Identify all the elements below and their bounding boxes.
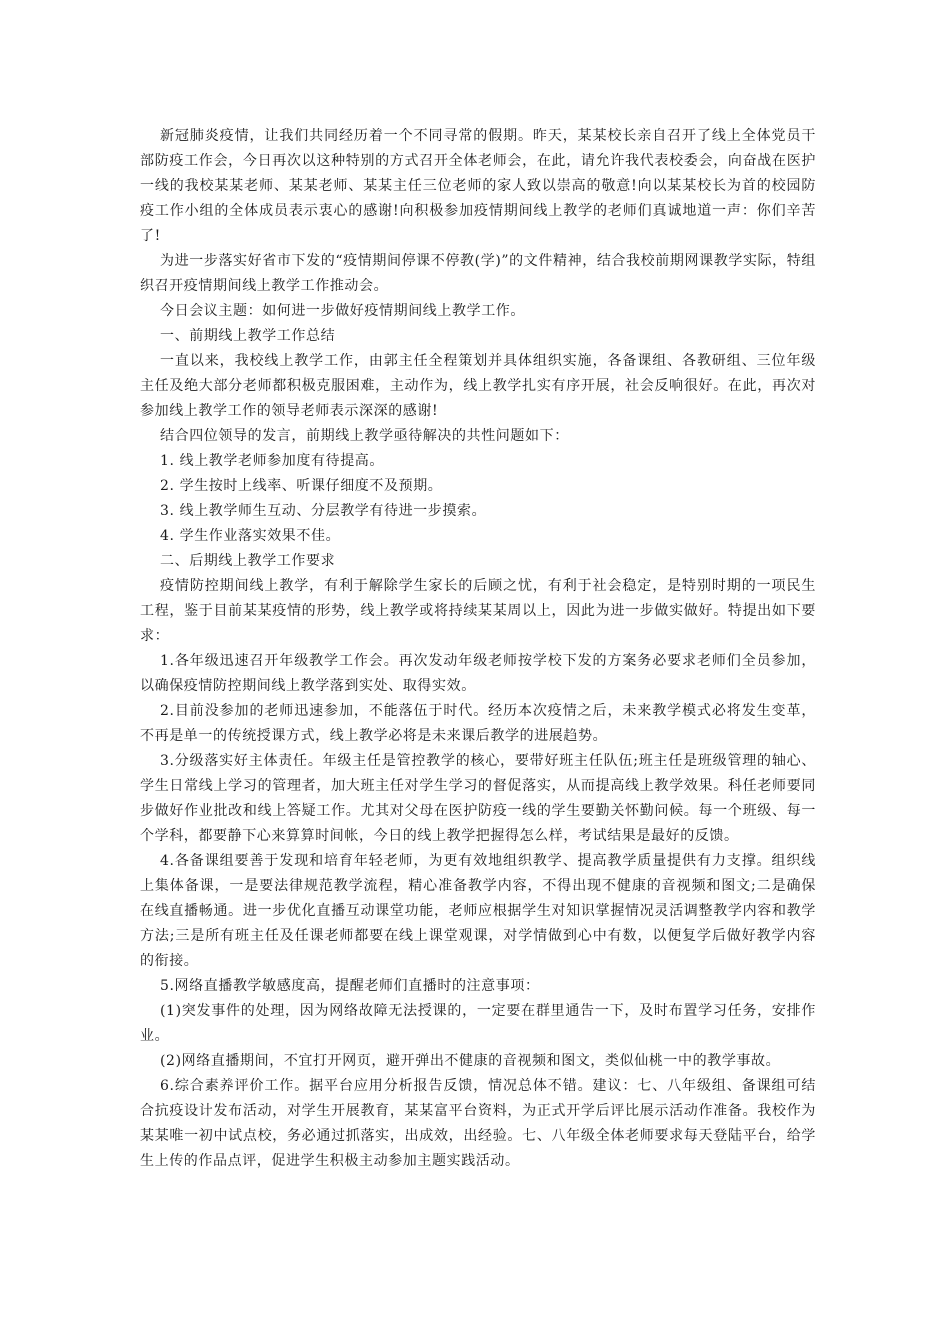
paragraph-opening: 新冠肺炎疫情，让我们共同经历着一个不同寻常的假期。昨天，某某校长亲自召开了线上全体党员干部防疫工作会，今日再次以这种特别的方式召开全体老师会，在此，请允许我代表校委会，向奋战在医护一线的我校某某老师、某某老师、某某主任三位老师的家人致以崇高的敬意!向以某某校长为首的校园防疫工作小组的全体成员表示衷心的感谢!向积极参加疫情期间线上教学的老师们真诚地道一声：你们辛苦了! bbox=[140, 128, 816, 244]
document-body bbox=[140, 124, 816, 1174]
requirement-item-6: 6.综合素养评价工作。据平台应用分析报告反馈，情况总体不错。建议：七、八年级组、备课组可结合抗疫设计发布活动，对学生开展教育，某某富平台资料，为正式开学后评比展示活动作准备。我校作为某某唯一初中试点校，务必通过抓落实，出成效，出经验。七、八年级全体老师要求每天登陆平台，给学生上传的作品点评，促进学生积极主动参加主题实践活动。 bbox=[140, 1078, 816, 1169]
paragraph-requirements-intro: 疫情防控期间线上教学，有利于解除学生家长的后顾之忧，有利于社会稳定，是特别时期的一项民生工程，鉴于目前某某疫情的形势，线上教学或将持续某某周以上，因此为进一步做实做好。特提出如下要求： bbox=[140, 578, 816, 644]
section-heading-1: 一、前期线上教学工作总结 bbox=[160, 328, 336, 344]
issue-item-1: 1. 线上教学老师参加度有待提高。 bbox=[160, 453, 385, 469]
paragraph-summary: 一直以来，我校线上教学工作，由郭主任全程策划并具体组织实施，各备课组、各教研组、三位年级主任及绝大部分老师都积极克服困难，主动作为，线上教学扎实有序开展，社会反响很好。在此，再次对参加线上教学工作的领导老师表示深深的感谢! bbox=[140, 353, 816, 419]
paragraph-issues-intro: 结合四位领导的发言，前期线上教学亟待解决的共性问题如下： bbox=[160, 428, 569, 444]
requirement-sub-item-1: (1)突发事件的处理，因为网络故障无法授课的，一定要在群里通告一下，及时布置学习任务，安排作业。 bbox=[140, 1003, 816, 1044]
paragraph-purpose: 为进一步落实好省市下发的“疫情期间停课不停教(学)”的文件精神，结合我校前期网课教学实际，特组织召开疫情期间线上教学工作推动会。 bbox=[140, 253, 816, 294]
section-heading-2: 二、后期线上教学工作要求 bbox=[160, 553, 336, 569]
issue-item-2: 2. 学生按时上线率、听课仔细度不及预期。 bbox=[160, 478, 443, 494]
issue-item-3: 3. 线上教学师生互动、分层教学有待进一步摸索。 bbox=[160, 503, 487, 519]
requirement-item-5: 5.网络直播教学敏感度高，提醒老师们直播时的注意事项： bbox=[160, 978, 540, 994]
paragraph-theme: 今日会议主题：如何进一步做好疫情期间线上教学工作。 bbox=[160, 303, 525, 319]
requirement-item-4: 4.各备课组要善于发现和培育年轻老师，为更有效地组织教学、提高教学质量提供有力支撑。组织线上集体备课，一是要法律规范教学流程，精心准备教学内容，不得出现不健康的音视频和图文;二是确保在线直播畅通。进一步优化直播互动课堂功能，老师应根据学生对知识掌握情况灵活调整教学内容和教学方法;三是所有班主任及任课老师都要在线上课堂观课，对学情做到心中有数，以便复学后做好教学内容的衔接。 bbox=[140, 853, 816, 969]
requirement-item-1: 1.各年级迅速召开年级教学工作会。再次发动年级老师按学校下发的方案务必要求老师们全员参加，以确保疫情防控期间线上教学落到实处、取得实效。 bbox=[140, 653, 816, 694]
requirement-sub-item-2: (2)网络直播期间，不宜打开网页，避开弹出不健康的音视频和图文，类似仙桃一中的教学事故。 bbox=[160, 1053, 781, 1069]
requirement-item-3: 3.分级落实好主体责任。年级主任是管控教学的核心，要带好班主任队伍;班主任是班级管理的轴心、学生日常线上学习的管理者，加大班主任对学生学习的督促落实，从而提高线上教学效果。科任老师要同步做好作业批改和线上答疑工作。尤其对父母在医护防疫一线的学生要勤关怀勤问候。每一个班级、每一个学科，都要静下心来算算时间帐，今日的线上教学把握得怎么样，考试结果是最好的反馈。 bbox=[140, 753, 816, 844]
issue-item-4: 4. 学生作业落实效果不佳。 bbox=[160, 528, 341, 544]
requirement-item-2: 2.目前没参加的老师迅速参加，不能落伍于时代。经历本次疫情之后，未来教学模式必将发生变革，不再是单一的传统授课方式，线上教学必将是未来课后教学的进展趋势。 bbox=[140, 703, 816, 744]
